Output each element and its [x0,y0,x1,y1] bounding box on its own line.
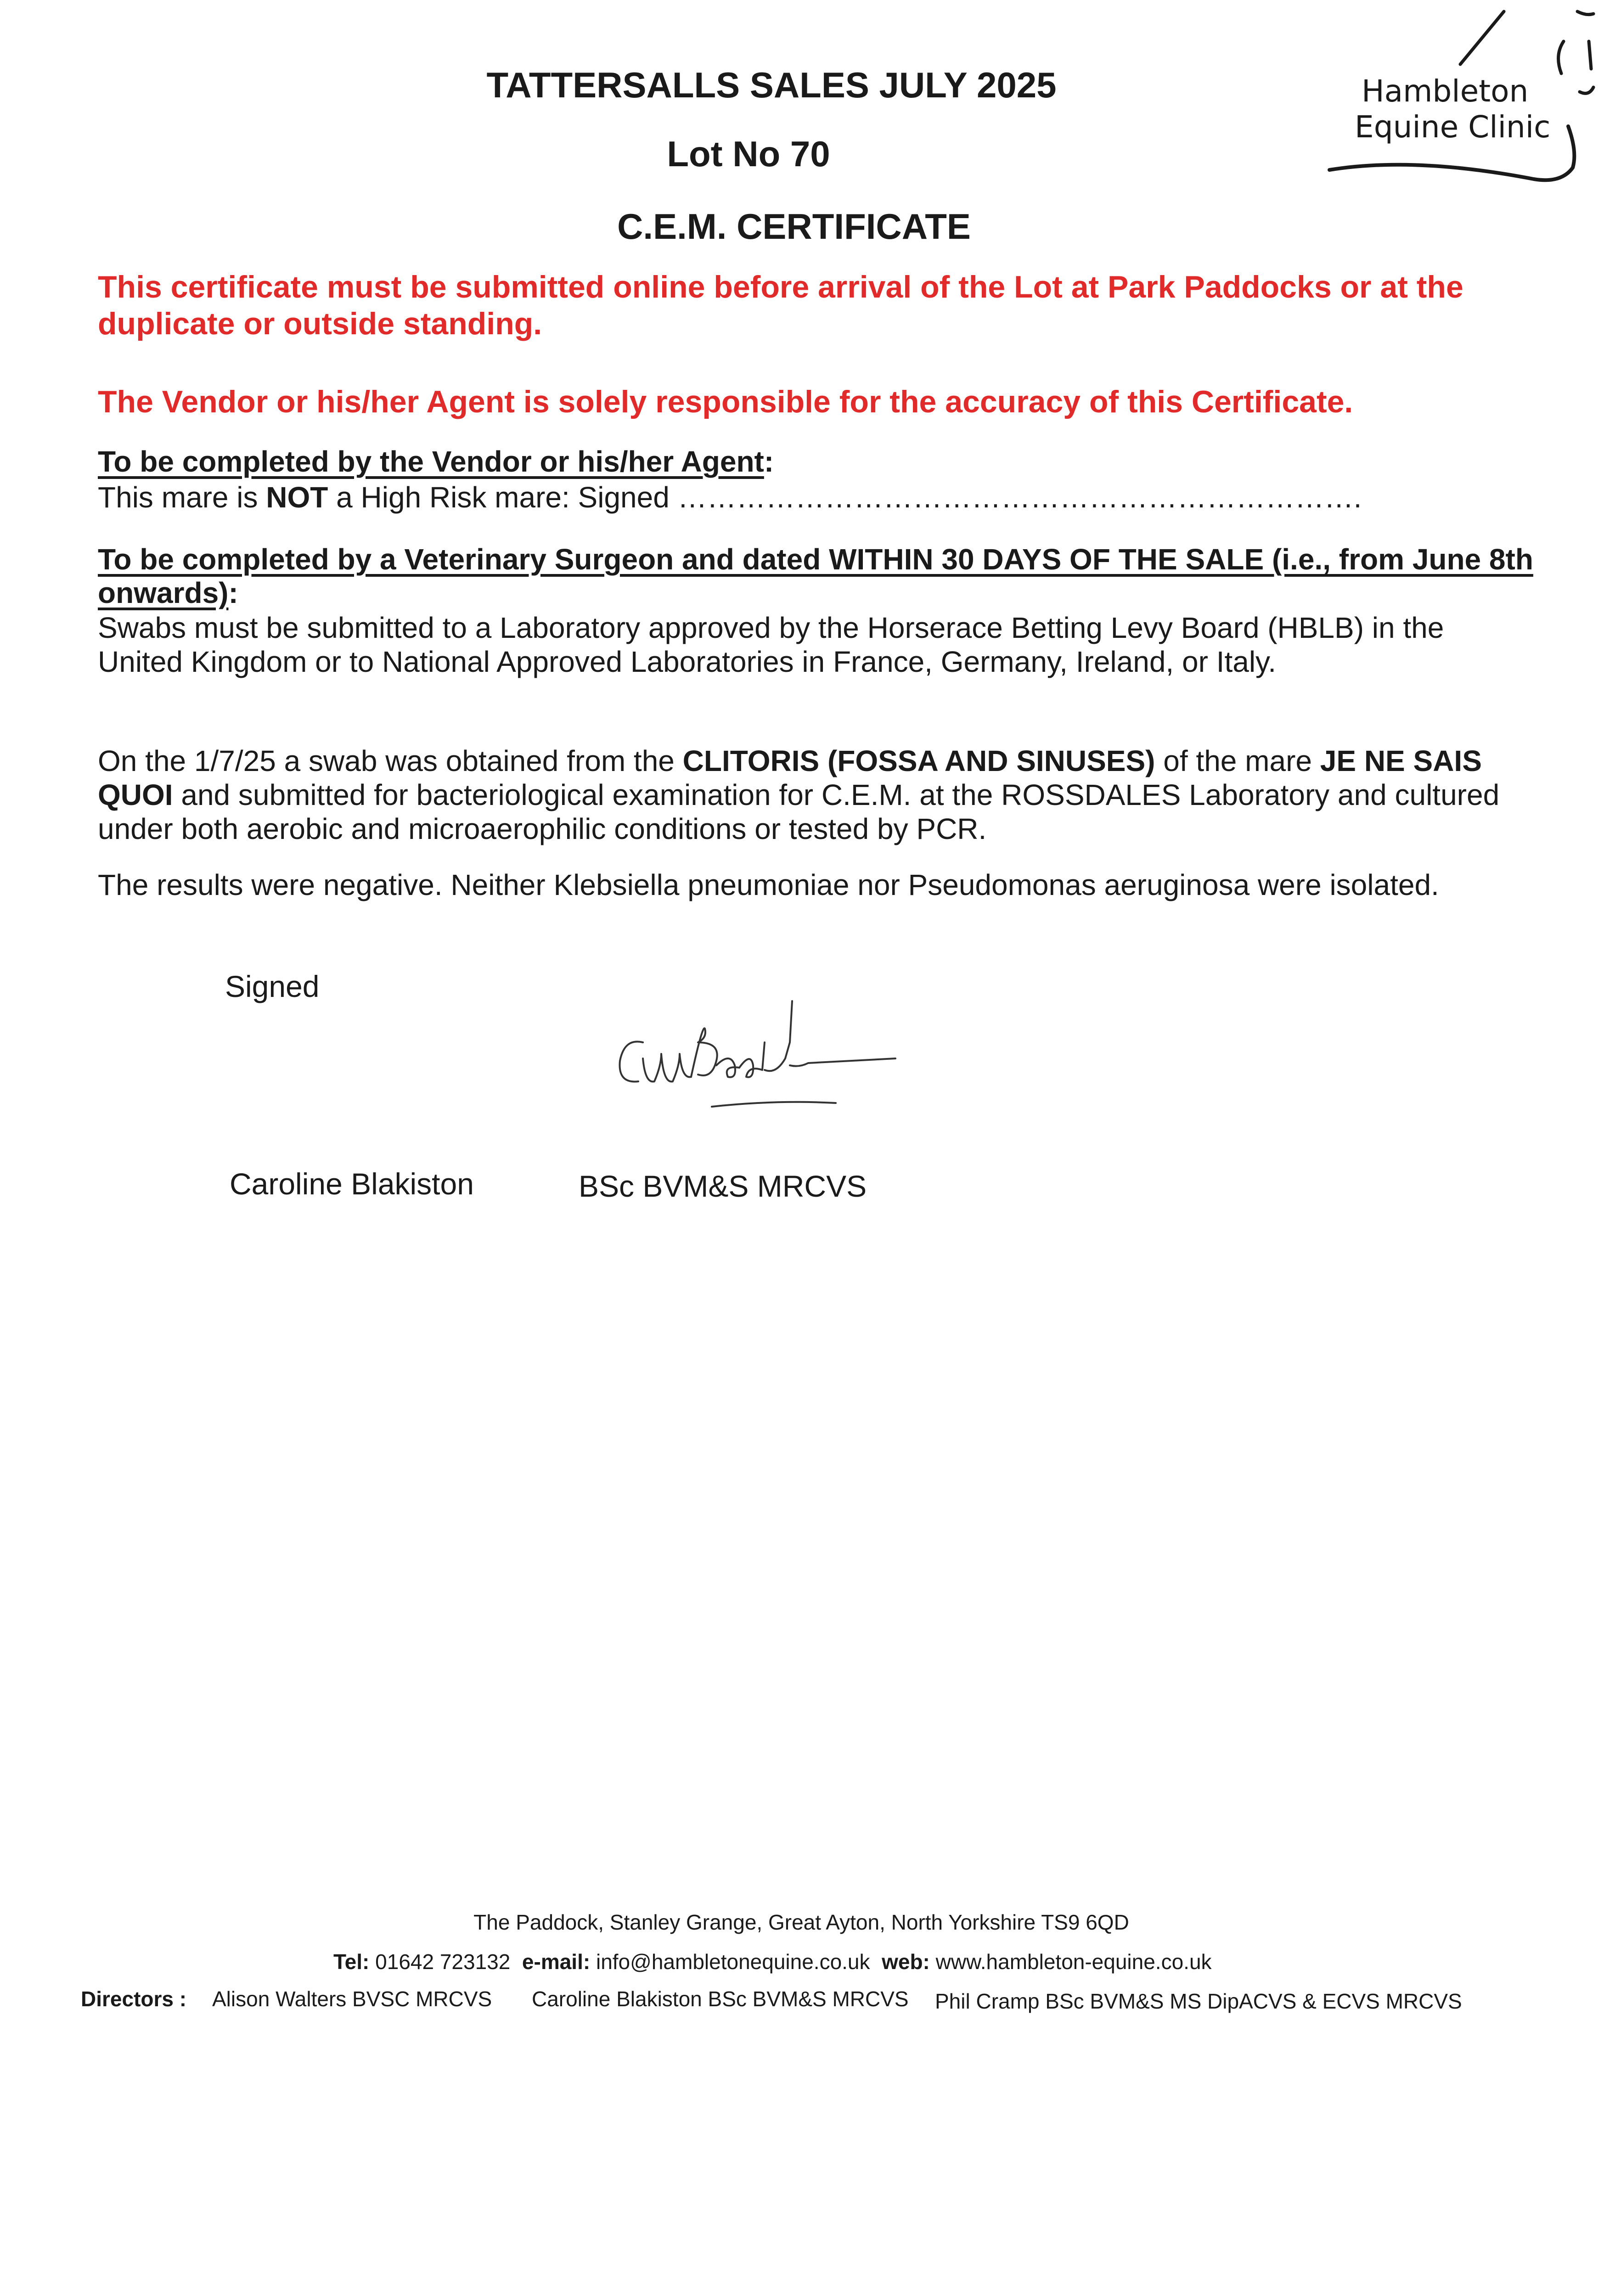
director-3: Phil Cramp BSc BVM&S MS DipACVS & ECVS MRCVS [935,1989,1462,2013]
submission-notice: This certificate must be submitted online before arrival of the Lot at Park Paddocks or at the duplicate or outside standing. [98,270,1463,341]
signature-icon [592,974,969,1139]
vet-heading-text: To be completed by a Veterinary Surgeon and dated WITHIN 30 DAYS OF THE SALE (i.e., from June 8th onwards) [98,543,1533,609]
swab-text-a: On the 1/7/25 a swab was obtained from the [98,744,683,777]
vendor-heading-colon: : [764,445,774,478]
director-1: Alison Walters BVSC MRCVS [212,1987,492,2011]
email-label: e-mail: [522,1950,591,1974]
vet-heading-colon: : [228,576,238,609]
swab-text-e: and submitted for bacteriological examination for C.E.M. at the ROSSDALES Laboratory and cultured under both aerobic and microaerophilic conditions or tested by PCR. [98,778,1500,845]
vendor-line-pre: This mare is [98,481,266,514]
clinic-logo [1323,5,1607,188]
vendor-section-heading [98,445,774,478]
swab-details-paragraph [98,744,1535,846]
results-paragraph: The results were negative. Neither Klebsiella pneumoniae nor Pseudomonas aeruginosa were isolated. [98,868,1439,901]
swab-text-c: of the mare [1155,744,1320,777]
vet-section-body: Swabs must be submitted to a Laboratory approved by the Horserace Betting Levy Board (HBLB) in the United Kingdom or to National Approved Laboratories in France, Germany, Ireland, or Italy. [98,611,1444,678]
document-title: TATTERSALLS SALES JULY 2025 [486,65,1057,105]
vendor-declaration [98,480,1362,514]
vet-section-heading [98,543,1535,610]
swab-site: CLITORIS (FOSSA AND SINUSES) [682,744,1155,777]
email-address[interactable]: info@hambletonequine.co.uk [596,1950,870,1974]
signatory-qualifications: BSc BVM&S MRCVS [579,1169,867,1203]
web-address[interactable]: www.hambleton-equine.co.uk [935,1950,1212,1974]
mare-name: JE NE SAIS QUOI [98,744,1482,811]
footer-address: The Paddock, Stanley Grange, Great Ayton, North Yorkshire TS9 6QD [473,1910,1129,1934]
tel-label: Tel: [333,1950,370,1974]
vendor-line-not: NOT [266,481,328,514]
handwritten-signature [592,974,969,1139]
tel-number: 01642 723132 [375,1950,511,1974]
vendor-heading-text: To be completed by the Vendor or his/her Agent [98,445,764,478]
logo-text-line2: Equine Clinic [1355,109,1551,145]
web-label: web: [882,1950,930,1974]
signed-label: Signed [225,969,320,1003]
signatory-name: Caroline Blakiston [230,1167,474,1201]
logo-text-line1: Hambleton [1362,73,1529,109]
certificate-title: C.E.M. CERTIFICATE [617,206,971,247]
footer-contact [333,1949,1212,1975]
director-2: Caroline Blakiston BSc BVM&S MRCVS [532,1987,909,2011]
lot-number: Lot No 70 [667,134,830,174]
responsibility-notice: The Vendor or his/her Agent is solely responsible for the accuracy of this Certificate. [98,384,1353,419]
vendor-line-signed: a High Risk mare: Signed ……………………………………………………………. [328,481,1362,514]
directors-label: Directors : [81,1987,187,2011]
